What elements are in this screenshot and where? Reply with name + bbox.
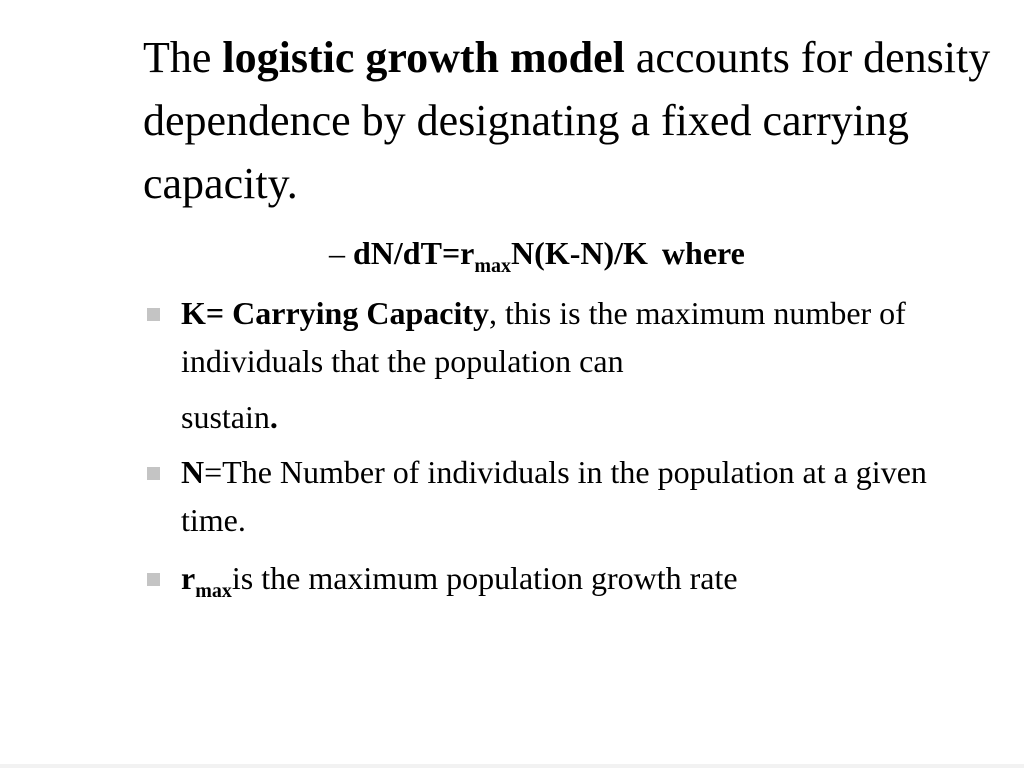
- bullet-text: , this is the maximum number of individuals that the population can: [181, 295, 906, 379]
- title-bold-term: logistic growth model: [222, 33, 625, 82]
- bullet-square-icon: [147, 308, 160, 321]
- bullet-square-icon: [147, 573, 160, 586]
- formula-subscript: max: [474, 255, 512, 277]
- formula-lhs: dN/dT=r: [353, 235, 475, 271]
- bottom-divider: [0, 764, 1024, 768]
- bullet-term-subscript: max: [195, 580, 232, 602]
- bullet-term: N: [181, 454, 205, 490]
- formula-dash: –: [329, 235, 345, 271]
- title-suffix: accounts for density dependence by designating a fixed carrying capacity.: [143, 33, 991, 208]
- bullet-text: is the maximum population growth rate: [231, 560, 738, 596]
- bullet-growth-rate: [181, 554, 996, 602]
- formula-line: [329, 228, 745, 278]
- formula-rhs: N(K-N)/K: [511, 235, 648, 271]
- bullet-period: .: [269, 399, 278, 435]
- bullet-term: K= Carrying Capacity: [181, 295, 489, 331]
- title-prefix: The: [143, 33, 223, 82]
- bullet-term: r: [181, 560, 196, 596]
- bullet-square-icon: [147, 467, 160, 480]
- formula-where: where: [661, 235, 745, 271]
- bullet-carrying-capacity: [181, 289, 996, 441]
- slide-title: [143, 26, 993, 215]
- bullet-number-individuals: [181, 448, 996, 544]
- bullet-text-end: sustain: [181, 399, 270, 435]
- bullet-text: =The Number of individuals in the population at a given time.: [181, 454, 927, 538]
